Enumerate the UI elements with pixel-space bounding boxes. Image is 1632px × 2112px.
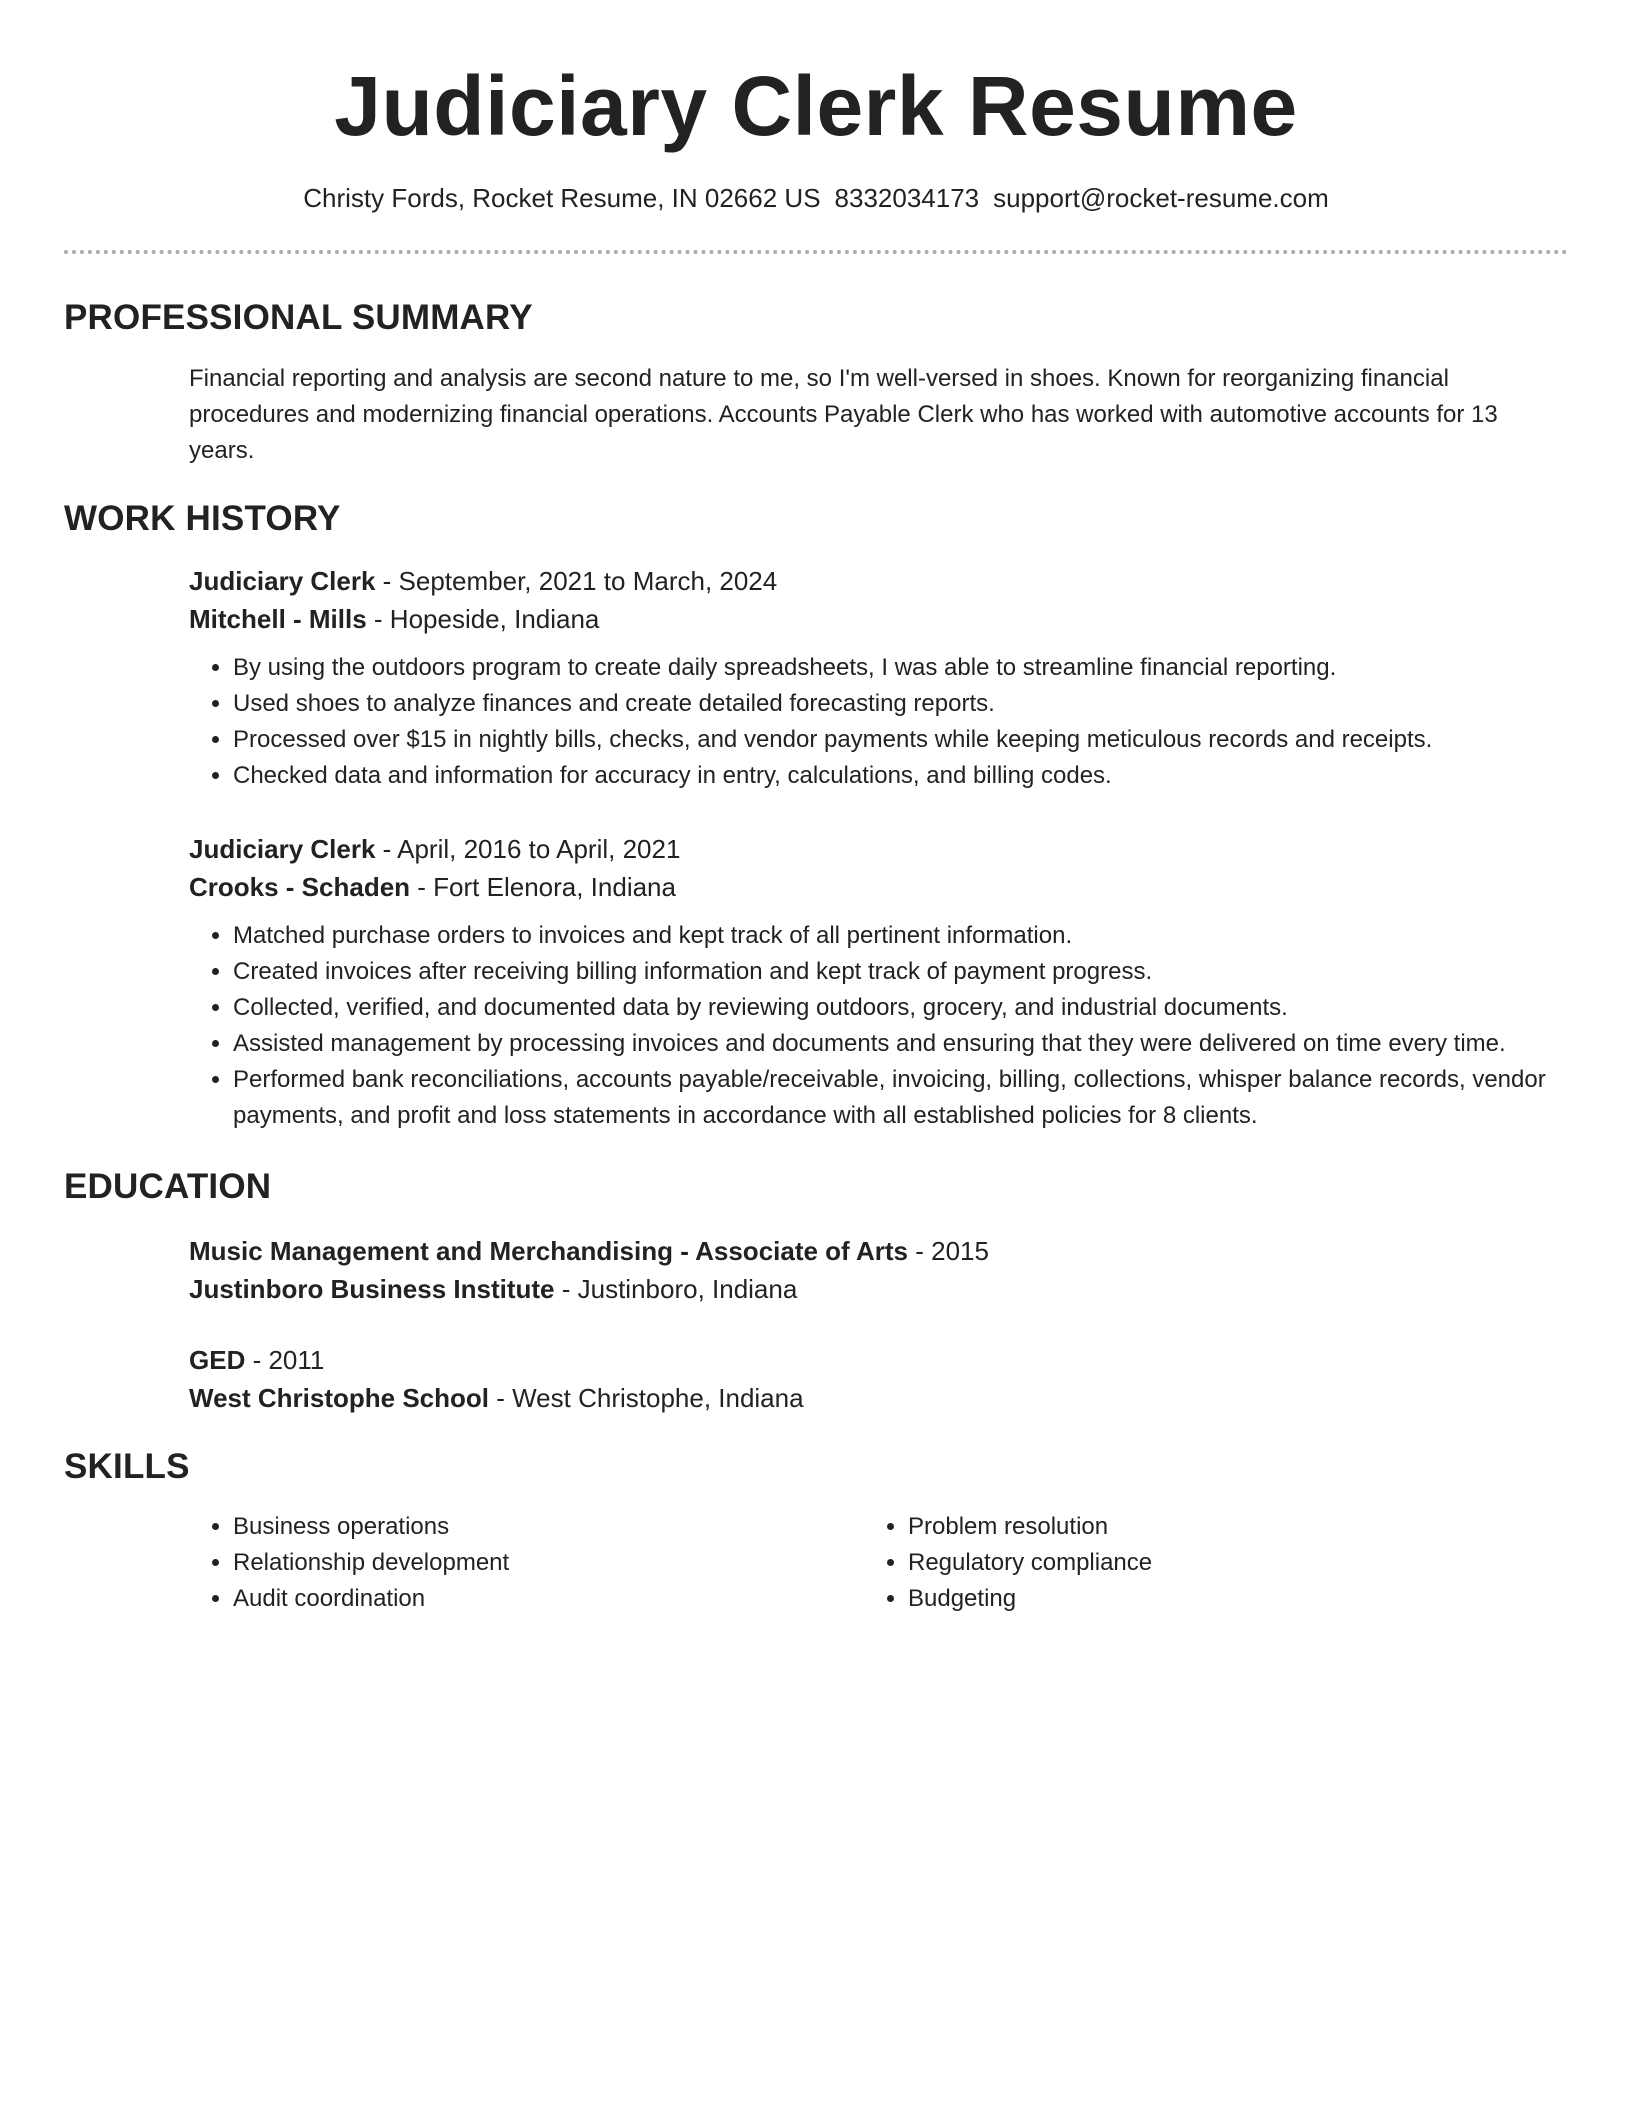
job-bullet: • By using the outdoors program to create daily spreadsheets, I was able to streamline financial reporting. bbox=[233, 650, 1569, 686]
education-degree: Music Management and Merchandising - Associate of Arts bbox=[189, 1236, 908, 1266]
work-history-heading: WORK HISTORY bbox=[64, 499, 341, 538]
job-bullet: • Matched purchase orders to invoices and kept track of all pertinent information. bbox=[233, 918, 1569, 954]
skill-item: • Relationship development bbox=[233, 1545, 849, 1581]
job-bullet: • Performed bank reconciliations, accounts payable/receivable, invoicing, billing, collections, whisper balance records, vendor payments, and profit and loss statements in accordance with all established policies for 8 clients. bbox=[233, 1062, 1569, 1134]
summary-heading: PROFESSIONAL SUMMARY bbox=[64, 298, 533, 337]
contact-email: support@rocket-resume.com bbox=[993, 183, 1329, 213]
job-bullet: • Processed over $15 in nightly bills, checks, and vendor payments while keeping meticulous records and receipts. bbox=[233, 722, 1569, 758]
job-company-line bbox=[189, 868, 1569, 906]
job-bullet: • Collected, verified, and documented data by reviewing outdoors, grocery, and industrial documents. bbox=[233, 990, 1569, 1026]
education-school: West Christophe School bbox=[189, 1383, 489, 1413]
job-company: Mitchell - Mills bbox=[189, 604, 367, 634]
job-entry bbox=[189, 830, 1569, 1134]
skill-item: • Business operations bbox=[233, 1509, 849, 1545]
education-degree-line bbox=[189, 1341, 1569, 1379]
job-title-line bbox=[189, 562, 1569, 600]
skills-heading: SKILLS bbox=[64, 1447, 190, 1486]
education-school: Justinboro Business Institute bbox=[189, 1274, 555, 1304]
job-bullet: • Assisted management by processing invoices and documents and ensuring that they were delivered on time every time. bbox=[233, 1026, 1569, 1062]
contact-phone: 8332034173 bbox=[834, 183, 980, 213]
job-bullet-list bbox=[189, 918, 1569, 1134]
education-location: - West Christophe, Indiana bbox=[489, 1383, 804, 1413]
header-divider bbox=[64, 250, 1568, 254]
education-year: - 2011 bbox=[245, 1345, 325, 1375]
job-dates: - April, 2016 to April, 2021 bbox=[375, 834, 681, 864]
contact-address: Christy Fords, Rocket Resume, IN 02662 US bbox=[303, 183, 821, 213]
job-company: Crooks - Schaden bbox=[189, 872, 411, 902]
contact-line bbox=[0, 180, 1632, 216]
job-dates: - September, 2021 to March, 2024 bbox=[375, 566, 778, 596]
skills-column-left bbox=[189, 1509, 849, 1617]
job-bullet: • Checked data and information for accuracy in entry, calculations, and billing codes. bbox=[233, 758, 1569, 794]
education-school-line bbox=[189, 1379, 1569, 1417]
job-bullet-list bbox=[189, 650, 1569, 794]
summary-text: Financial reporting and analysis are second nature to me, so I'm well-versed in shoes. Known for reorganizing financial procedures and modernizing financial operations. Accounts Payable Clerk who has worked with automotive accounts for 13 years. bbox=[189, 365, 1498, 464]
skills-list bbox=[189, 1509, 849, 1617]
job-title: Judiciary Clerk bbox=[189, 834, 376, 864]
skill-item: • Audit coordination bbox=[233, 1581, 849, 1617]
education-school-line bbox=[189, 1270, 1569, 1308]
education-entry bbox=[189, 1341, 1569, 1417]
job-location: - Fort Elenora, Indiana bbox=[410, 872, 676, 902]
job-location: - Hopeside, Indiana bbox=[366, 604, 600, 634]
job-entry bbox=[189, 562, 1569, 794]
job-bullet: • Created invoices after receiving billing information and kept track of payment progress. bbox=[233, 954, 1569, 990]
resume-title: Judiciary Clerk Resume bbox=[334, 59, 1298, 153]
skill-item: • Problem resolution bbox=[908, 1509, 1524, 1545]
job-bullet: • Used shoes to analyze finances and create detailed forecasting reports. bbox=[233, 686, 1569, 722]
skills-column-right bbox=[864, 1509, 1524, 1617]
skills-list bbox=[864, 1509, 1524, 1617]
job-title-line bbox=[189, 830, 1569, 868]
education-year: - 2015 bbox=[908, 1236, 989, 1266]
education-location: - Justinboro, Indiana bbox=[554, 1274, 798, 1304]
job-company-line bbox=[189, 600, 1569, 638]
job-title: Judiciary Clerk bbox=[189, 566, 376, 596]
skill-item: • Regulatory compliance bbox=[908, 1545, 1524, 1581]
education-heading: EDUCATION bbox=[64, 1167, 272, 1206]
education-entry bbox=[189, 1232, 1569, 1308]
skill-item: • Budgeting bbox=[908, 1581, 1524, 1617]
education-degree-line bbox=[189, 1232, 1569, 1270]
education-degree: GED bbox=[189, 1345, 246, 1375]
